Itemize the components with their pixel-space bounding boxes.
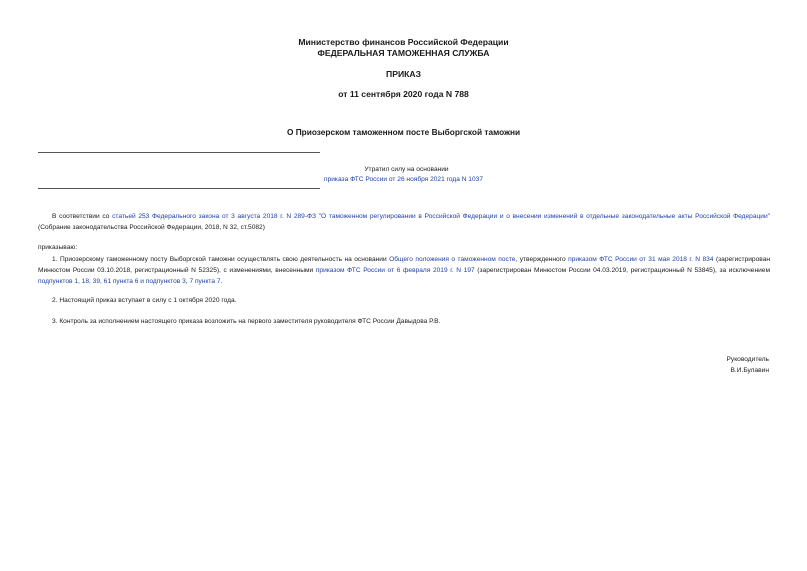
document-subject: О Приозерском таможенном посте Выборгской таможни [286, 127, 521, 137]
order-197-link[interactable]: приказом ФТС России от 6 февраля 2019 г. N 197 [315, 267, 475, 274]
item1-text-3: (зарегистрирован Минюстом России 03.10.2018, регистрационный N 52325), с изменениями, внесенными [38, 256, 770, 274]
general-regulation-link[interactable]: Общего положения о таможенном посте [389, 256, 516, 263]
intro-text-1: В соответствии со [52, 213, 113, 220]
service-name: ФЕДЕРАЛЬНАЯ ТАМОЖЕННАЯ СЛУЖБА [317, 48, 490, 58]
item-3-paragraph: 3. Контроль за исполнением настоящего приказа возложить на первого заместителя руководителя ФТС России Давыдова Р.В. [52, 318, 441, 325]
ministry-name: Министерство финансов Российской Федерации [298, 37, 509, 47]
status-text: Утратил силу на основании [364, 166, 449, 173]
document-type: ПРИКАЗ [386, 69, 421, 79]
item-2-paragraph: 2. Настоящий приказ вступает в силу с 1 октября 2020 года. [52, 297, 237, 304]
document-date-number: от 11 сентября 2020 года N 788 [338, 89, 469, 99]
item1-text-1: 1. Приозерскому таможенному посту Выборгской таможни осуществлять свою деятельность на основании [52, 256, 390, 263]
subparagraphs-link[interactable]: подпунктов 1, 18, 39, 61 пункта 6 и подпунктов 3, 7 пункта 7 [38, 278, 221, 285]
item-1-paragraph [38, 254, 770, 287]
item1-text-5: . [220, 278, 223, 285]
signature-name: В.И.Булавин [730, 367, 769, 374]
order-word: приказываю: [38, 244, 78, 251]
order-834-link[interactable]: приказом ФТС России от 31 мая 2018 г. N 834 [568, 256, 714, 263]
item1-text-2: , утвержденного [515, 256, 569, 263]
law-link[interactable]: статьей 253 Федерального закона от 3 августа 2018 г. N 289-ФЗ "О таможенном регулировании в Российской Федерации и о внесении изменений в отдельные законодательные акты Российской Федерации" [112, 213, 770, 220]
intro-text-2: (Собрание законодательства Российской Федерации, 2018, N 32, ст.5082) [38, 224, 265, 231]
status-block [0, 176, 807, 183]
signature-title: Руководитель [726, 356, 769, 363]
divider-bottom [38, 188, 320, 189]
item1-text-4: (зарегистрирован Минюстом России 04.03.2019, регистрационный N 53845), за исключением [474, 267, 770, 274]
intro-paragraph [38, 211, 770, 233]
divider-top [38, 152, 320, 153]
repeal-order-link[interactable]: приказа ФТС России от 26 ноября 2021 года N 1037 [324, 176, 483, 183]
